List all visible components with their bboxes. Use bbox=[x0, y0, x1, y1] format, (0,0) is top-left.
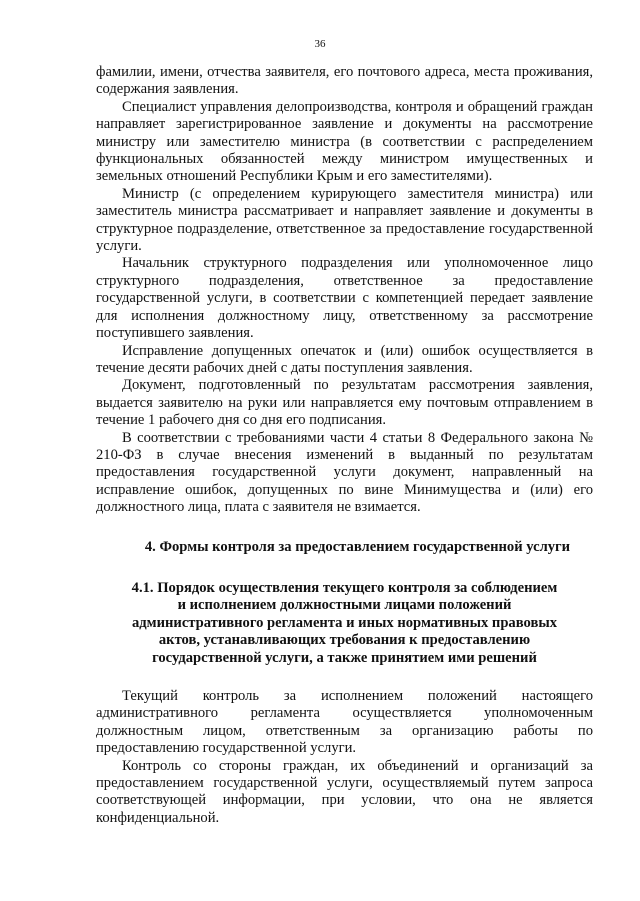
subsection-heading-line: государственной услуги, а также принятием ими решений bbox=[152, 649, 537, 666]
page-content bbox=[96, 64, 593, 827]
paragraph-head-of-unit: Начальник структурного подразделения или уполномоченное лицо структурного подразделения, ответственное за предоставление государственной услуги, в соответствии с компетенцией передает заявление для исполнения должностному лицу, ответственному за рассмотрение поступившего заявления. bbox=[96, 255, 593, 342]
paragraph-corrections-deadline: Исправление допущенных опечаток и (или) ошибок осуществляется в течение десяти рабочих дней с даты поступления заявления. bbox=[96, 342, 593, 376]
page-number: 36 bbox=[314, 38, 326, 50]
paragraph-no-fee: В соответствии с требованиями части 4 статьи 8 Федерального закона № 210-ФЗ в случае внесения изменений в выданный по результатам предоставления государственной услуги документ, направленный на исправление ошибок, допущенных по вине Минимущества и (или) его должностного лица, плата с заявителя не взимается. bbox=[96, 429, 593, 516]
subsection-heading bbox=[96, 580, 593, 667]
subsection-heading-line: и исполнением должностными лицами положений bbox=[177, 597, 512, 614]
subsection-heading-line: актов, устанавливающих требования к предоставлению bbox=[158, 632, 531, 649]
paragraph-current-control: Текущий контроль за исполнением положений настоящего административного регламента осуществляется уполномоченным должностным лицом, ответственным за организацию работы по предоставлению государственной услуги. bbox=[96, 688, 593, 757]
paragraph-minister: Министр (с определением курирующего заместителя министра) или заместитель министра рассматривает и направляет заявление и документы в структурное подразделение, ответственное за предоставление государственной услуги. bbox=[96, 185, 593, 255]
subsection-heading-line: административного регламента и иных нормативных правовых bbox=[131, 614, 558, 631]
section-heading: 4. Формы контроля за предоставлением государственной услуги bbox=[144, 538, 571, 555]
paragraph-continuation: фамилии, имени, отчества заявителя, его почтового адреса, места проживания, содержания заявления. bbox=[96, 64, 593, 98]
paragraph-specialist: Специалист управления делопроизводства, контроля и обращений граждан направляет зарегистрированное заявление и документы на рассмотрение министру или заместителю министра (в соответствии с распределением функциональных обязанностей между министром имущественных и земельных отношений Республики Крым и его заместителями). bbox=[96, 98, 593, 185]
subsection-heading-line: 4.1. Порядок осуществления текущего контроля за соблюдением bbox=[131, 579, 558, 596]
paragraph-document-issuance: Документ, подготовленный по результатам рассмотрения заявления, выдается заявителю на руки или направляется ему почтовым отправлением в течение 1 рабочего дня со дня его подписания. bbox=[96, 377, 593, 429]
paragraph-citizen-control: Контроль со стороны граждан, их объединений и организаций за предоставлением государственной услуги, осуществляемый путем запроса соответствующей информации, при условии, что она не является конфиденциальной. bbox=[96, 757, 593, 826]
